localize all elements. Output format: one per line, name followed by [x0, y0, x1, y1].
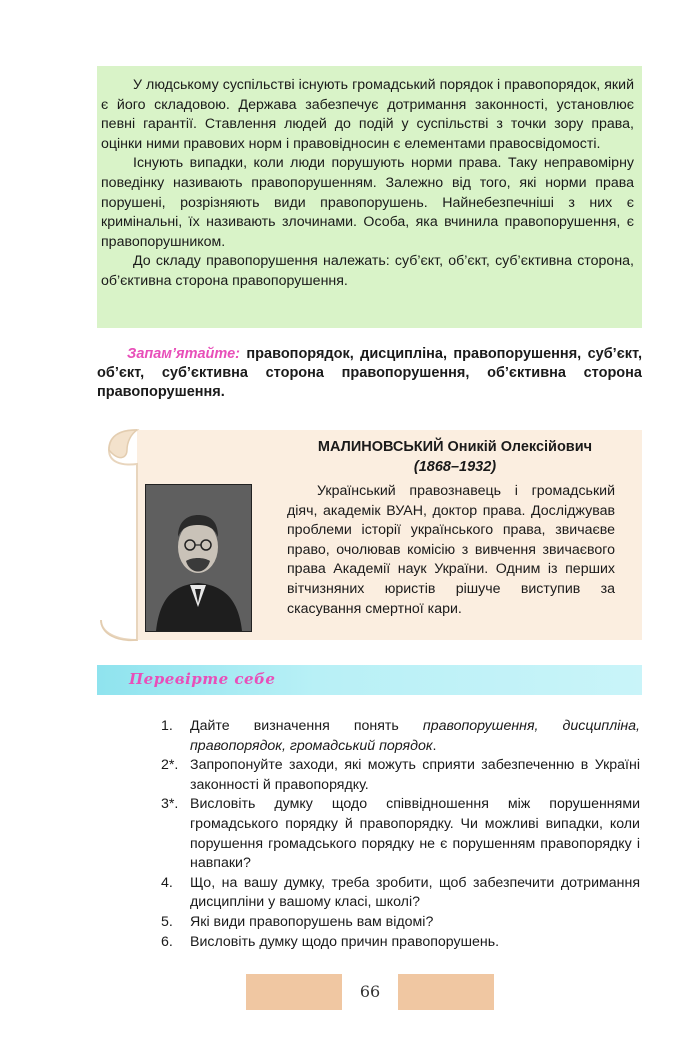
remember-block — [97, 345, 642, 402]
question-item — [161, 913, 640, 933]
question-item — [161, 795, 640, 873]
question-terms: правопорушення, дисципліна, правопорядок, громадський порядок — [190, 718, 640, 754]
question-text: Висловіть думку щодо причин правопорушень. — [190, 933, 500, 950]
footer-bar-left — [246, 974, 342, 1010]
portrait-icon — [146, 485, 251, 631]
question-number: 4. — [161, 874, 173, 891]
page-footer — [246, 974, 494, 1010]
biography-scroll — [97, 418, 642, 650]
question-item — [161, 874, 640, 913]
question-number: 6. — [161, 933, 173, 950]
question-text: Дайте визначення понять — [190, 718, 423, 734]
intro-paragraph: Існують випадки, коли люди порушують норми права. Таку неправомірну поведінку називають правопорушенням. Залежно від того, які норми права порушені, розрізняють види правопорушень. Найнебезпечніші з них є кримінальні, їх називають злочинами. Особа, яка вчинила правопорушення, є правопорушником. — [101, 155, 634, 250]
question-item — [161, 756, 640, 795]
self-check-header — [97, 665, 642, 695]
question-number: 5. — [161, 913, 173, 930]
footer-bar-right — [398, 974, 494, 1010]
biography-text: Український правознавець і громадський діяч, академік ВУАН, доктор права. Досліджував проблеми історії українського права, звичаєве право, очолював комісію з вивчення звичаєвого права Академії наук України. Одним із перших вітчизняних юристів рішуче виступив за скасування смертної кари. — [287, 483, 615, 617]
self-check-title: Перевірте себе — [129, 670, 276, 688]
question-number: 2*. — [161, 757, 179, 774]
questions-list — [161, 717, 640, 952]
intro-paragraph: До складу правопорушення належать: суб’єкт, об’єкт, суб’єктивна сторона, об’єктивна сторона правопорушення. — [101, 253, 634, 289]
question-text: Які види правопорушень вам відомі? — [190, 913, 434, 930]
intro-box — [97, 66, 642, 328]
question-item — [161, 717, 640, 756]
biography-years: (1868–1932) — [413, 459, 497, 475]
remember-lead: Запам’ятайте: — [127, 346, 241, 362]
page-number: 66 — [359, 982, 381, 1001]
question-text: Висловіть думку щодо співвідношення між порушеннями громадського порядку й правопорядку. Чи можливі випадки, коли порушення громадського порядку не є порушенням правопорядку і навпаки? — [190, 796, 640, 872]
question-text: Запропонуйте заходи, які можуть сприяти забезпеченню в Україні законності й правопорядку. — [190, 757, 640, 793]
question-item — [161, 933, 640, 953]
question-number: 3*. — [161, 796, 179, 813]
remember-terms: правопорядок, дисципліна, правопорушення, суб’єкт, об’єкт, суб’єктивна сторона правопорушення, об’єктивна сторона правопорушення. — [97, 346, 642, 400]
portrait-photo — [145, 484, 252, 632]
question-tail: . — [432, 737, 437, 754]
question-text: Що, на вашу думку, треба зробити, щоб забезпечити дотримання дисципліни у вашому класі, школі? — [190, 874, 640, 911]
biography-name: МАЛИНОВСЬКИЙ Оникій Олексійович — [317, 439, 593, 455]
question-number: 1. — [161, 718, 173, 734]
intro-paragraph: У людському суспільстві існують громадський порядок і правопорядок, який є його складовою. Держава забезпечує дотримання законності, установлює певні гарантії. Ставлення людей до подій у суспільстві з точки зору права, оцінки ними правових норм і правовідносин є елементами правосвідомості. — [101, 77, 634, 152]
